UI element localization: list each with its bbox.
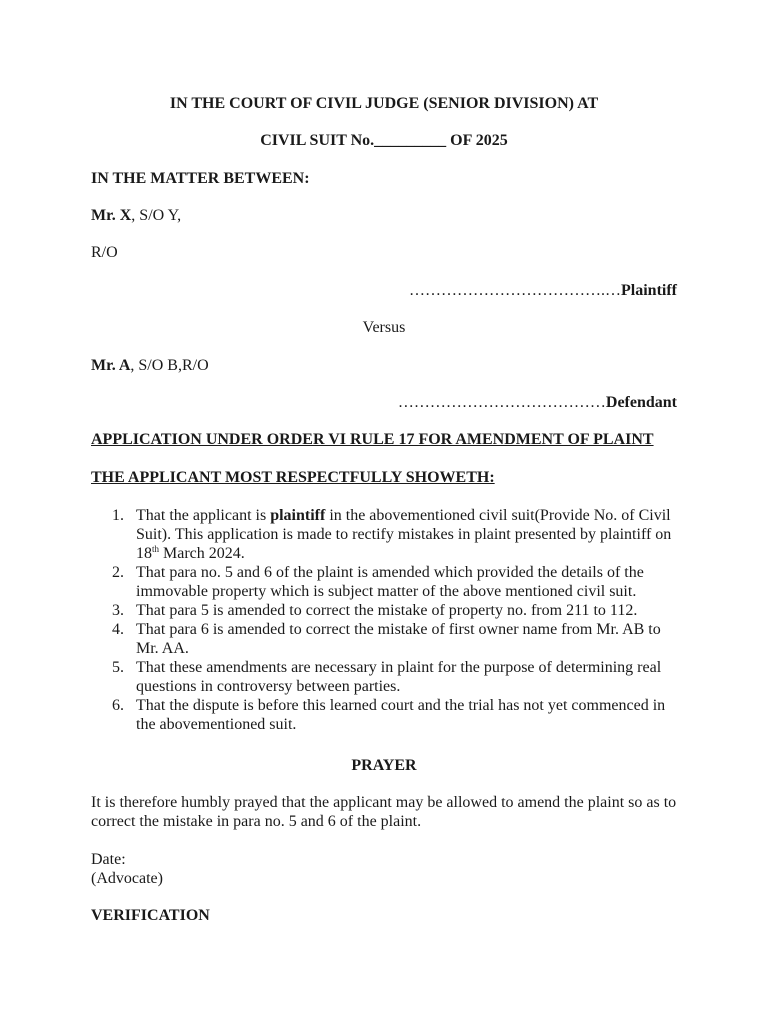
- list-item: [112, 620, 678, 658]
- defendant-line: [91, 356, 209, 375]
- list-item: [112, 658, 678, 696]
- prayer-text: It is therefore humbly prayed that the applicant may be allowed to amend the plaint so as to correct the mistake in para no. 5 and 6 of the plaint.: [91, 794, 677, 830]
- list-item-number: 1.: [112, 507, 124, 524]
- list-item: [112, 563, 678, 601]
- prayer-heading: PRAYER: [351, 757, 417, 774]
- date-label: Date:: [91, 851, 126, 868]
- plaintiff-name: Mr. X: [91, 207, 132, 224]
- plaintiff-line: [91, 206, 181, 225]
- list-item: [112, 601, 678, 620]
- list-item: [112, 696, 678, 734]
- list-item-number: 2.: [112, 564, 124, 581]
- list-item-text: That para 6 is amended to correct the mistake of first owner name from Mr. AB to Mr. AA.: [136, 621, 661, 657]
- versus-text: Versus: [362, 319, 406, 336]
- plaintiff-signature-line: [409, 281, 677, 300]
- plaintiff-relation: , S/O Y,: [131, 207, 182, 224]
- advocate-label: (Advocate): [91, 870, 163, 887]
- court-heading: IN THE COURT OF CIVIL JUDGE (SENIOR DIVISION) AT: [169, 95, 599, 112]
- list-item-text: in the abovementioned civil suit(Provide No. of Civil Suit). This application is made to rectify mistakes in plaint presented by plaintiff on 18: [136, 507, 672, 562]
- plaintiff-residence: R/O: [91, 244, 118, 261]
- list-item-text: That para no. 5 and 6 of the plaint is amended which provided the details of the immovable property which is subject matter of the above mentioned civil suit.: [136, 564, 644, 600]
- list-item-number: 5.: [112, 659, 124, 676]
- list-item-number: 4.: [112, 621, 124, 638]
- showeth-heading: THE APPLICANT MOST RESPECTFULLY SHOWETH:: [91, 469, 495, 486]
- defendant-name: Mr. A: [91, 357, 131, 374]
- list-item-emphasis: plaintiff: [270, 507, 326, 524]
- list-item-text: That the applicant is: [136, 507, 271, 524]
- plaintiff-dots: ……………………………….…: [409, 282, 621, 299]
- list-item-text: March 2024.: [159, 545, 245, 562]
- application-title: APPLICATION UNDER ORDER VI RULE 17 FOR AMENDMENT OF PLAINT: [91, 431, 654, 448]
- ordinal-superscript: th: [152, 544, 160, 554]
- civil-suit-number: CIVIL SUIT No._________ OF 2025: [260, 132, 508, 149]
- list-item-text: That these amendments are necessary in plaint for the purpose of determining real questions in controversy between parties.: [136, 659, 662, 695]
- verification-heading: VERIFICATION: [91, 907, 210, 924]
- list-item-text: That para 5 is amended to correct the mistake of property no. from 211 to 112.: [136, 602, 638, 619]
- defendant-label: Defendant: [605, 394, 677, 411]
- list-item-number: 6.: [112, 697, 124, 714]
- defendant-dots: …………………………………: [397, 394, 606, 411]
- list-item-text: That the dispute is before this learned court and the trial has not yet commenced in the abovementioned suit.: [136, 697, 666, 733]
- list-item-number: 3.: [112, 602, 124, 619]
- matter-between-heading: IN THE MATTER BETWEEN:: [91, 170, 310, 187]
- defendant-relation: , S/O B,R/O: [130, 357, 209, 374]
- grounds-list: [91, 506, 678, 734]
- list-item: [112, 506, 678, 563]
- plaintiff-label: Plaintiff: [621, 282, 677, 299]
- defendant-signature-line: [398, 393, 677, 412]
